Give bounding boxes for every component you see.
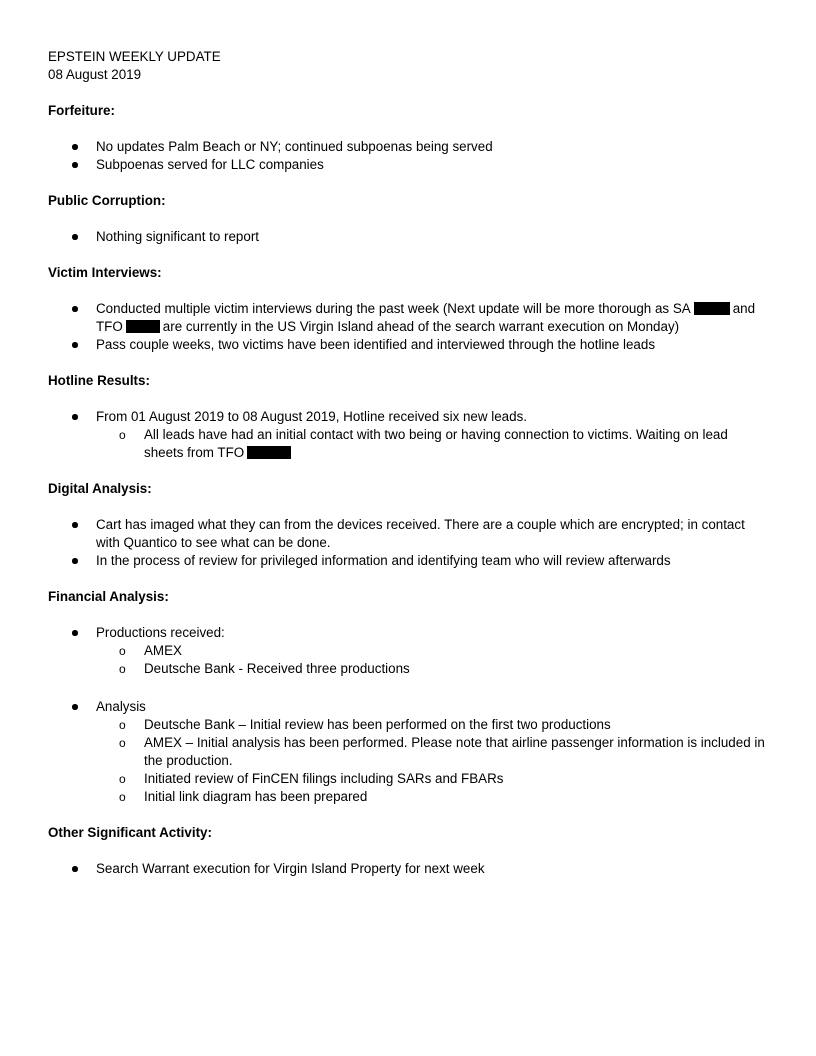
analysis-sublist xyxy=(96,716,770,806)
other-list xyxy=(48,860,770,878)
productions-label: Productions received: xyxy=(96,625,225,640)
redaction-box xyxy=(126,320,160,333)
public-corruption-list xyxy=(48,228,770,246)
document-title: EPSTEIN WEEKLY UPDATE xyxy=(48,49,221,64)
list-item: Subpoenas served for LLC companies xyxy=(48,156,770,174)
list-item: Search Warrant execution for Virgin Island Property for next week xyxy=(48,860,770,878)
section-title-hotline: Hotline Results: xyxy=(48,373,150,388)
hotline-sublist xyxy=(96,426,770,462)
redaction-box xyxy=(247,446,291,459)
section-title-financial: Financial Analysis: xyxy=(48,589,169,604)
sub-list-item: o Initiated review of FinCEN filings including SARs and FBARs xyxy=(96,770,770,788)
sub-list-item xyxy=(96,426,770,462)
hotline-item-text: From 01 August 2019 to 08 August 2019, Hotline received six new leads. xyxy=(96,409,527,424)
list-item xyxy=(48,408,770,462)
section-title-public-corruption: Public Corruption: xyxy=(48,193,166,208)
list-item: Pass couple weeks, two victims have been identified and interviewed through the hotline leads xyxy=(48,336,770,354)
section-title-other: Other Significant Activity: xyxy=(48,825,212,840)
list-item xyxy=(48,624,770,678)
analysis-label: Analysis xyxy=(96,699,146,714)
sub-list-item: o Deutsche Bank – Initial review has been performed on the first two productions xyxy=(96,716,770,734)
digital-list xyxy=(48,516,770,570)
forfeiture-list xyxy=(48,138,770,174)
list-item xyxy=(48,300,770,336)
victim-interviews-list xyxy=(48,300,770,354)
document-date: 08 August 2019 xyxy=(48,67,142,82)
section-title-digital: Digital Analysis: xyxy=(48,481,152,496)
sub-list-item: o AMEX xyxy=(96,642,770,660)
hotline-sub-text: All leads have had an initial contact with two being or having connection to victims. Waiting on lead sheets from TFO xyxy=(144,427,728,460)
list-item: Cart has imaged what they can from the devices received. There are a couple which are encrypted; in contact with Quantico to see what can be done. xyxy=(48,516,770,552)
section-title-forfeiture: Forfeiture: xyxy=(48,103,115,118)
list-item xyxy=(48,698,770,806)
sub-list-item: o Initial link diagram has been prepared xyxy=(96,788,770,806)
redaction-box xyxy=(694,302,730,315)
list-item: In the process of review for privileged information and identifying team who will review afterwards xyxy=(48,552,770,570)
victim-item-text-1: Conducted multiple victim interviews during the past week (Next update will be more thorough as SA xyxy=(96,301,691,316)
section-title-victim-interviews: Victim Interviews: xyxy=(48,265,162,280)
sub-list-item: o AMEX – Initial analysis has been performed. Please note that airline passenger information is included in the production. xyxy=(96,734,770,770)
financial-list xyxy=(48,624,770,806)
victim-item-text-2: and TFO xyxy=(96,301,756,334)
list-item: No updates Palm Beach or NY; continued subpoenas being served xyxy=(48,138,770,156)
document xyxy=(48,48,770,878)
victim-item-text-3: are currently in the US Virgin Island ahead of the search warrant execution on Monday) xyxy=(162,319,680,334)
sub-list-item: o Deutsche Bank - Received three productions xyxy=(96,660,770,678)
productions-sublist xyxy=(96,642,770,678)
hotline-list xyxy=(48,408,770,462)
list-item: Nothing significant to report xyxy=(48,228,770,246)
